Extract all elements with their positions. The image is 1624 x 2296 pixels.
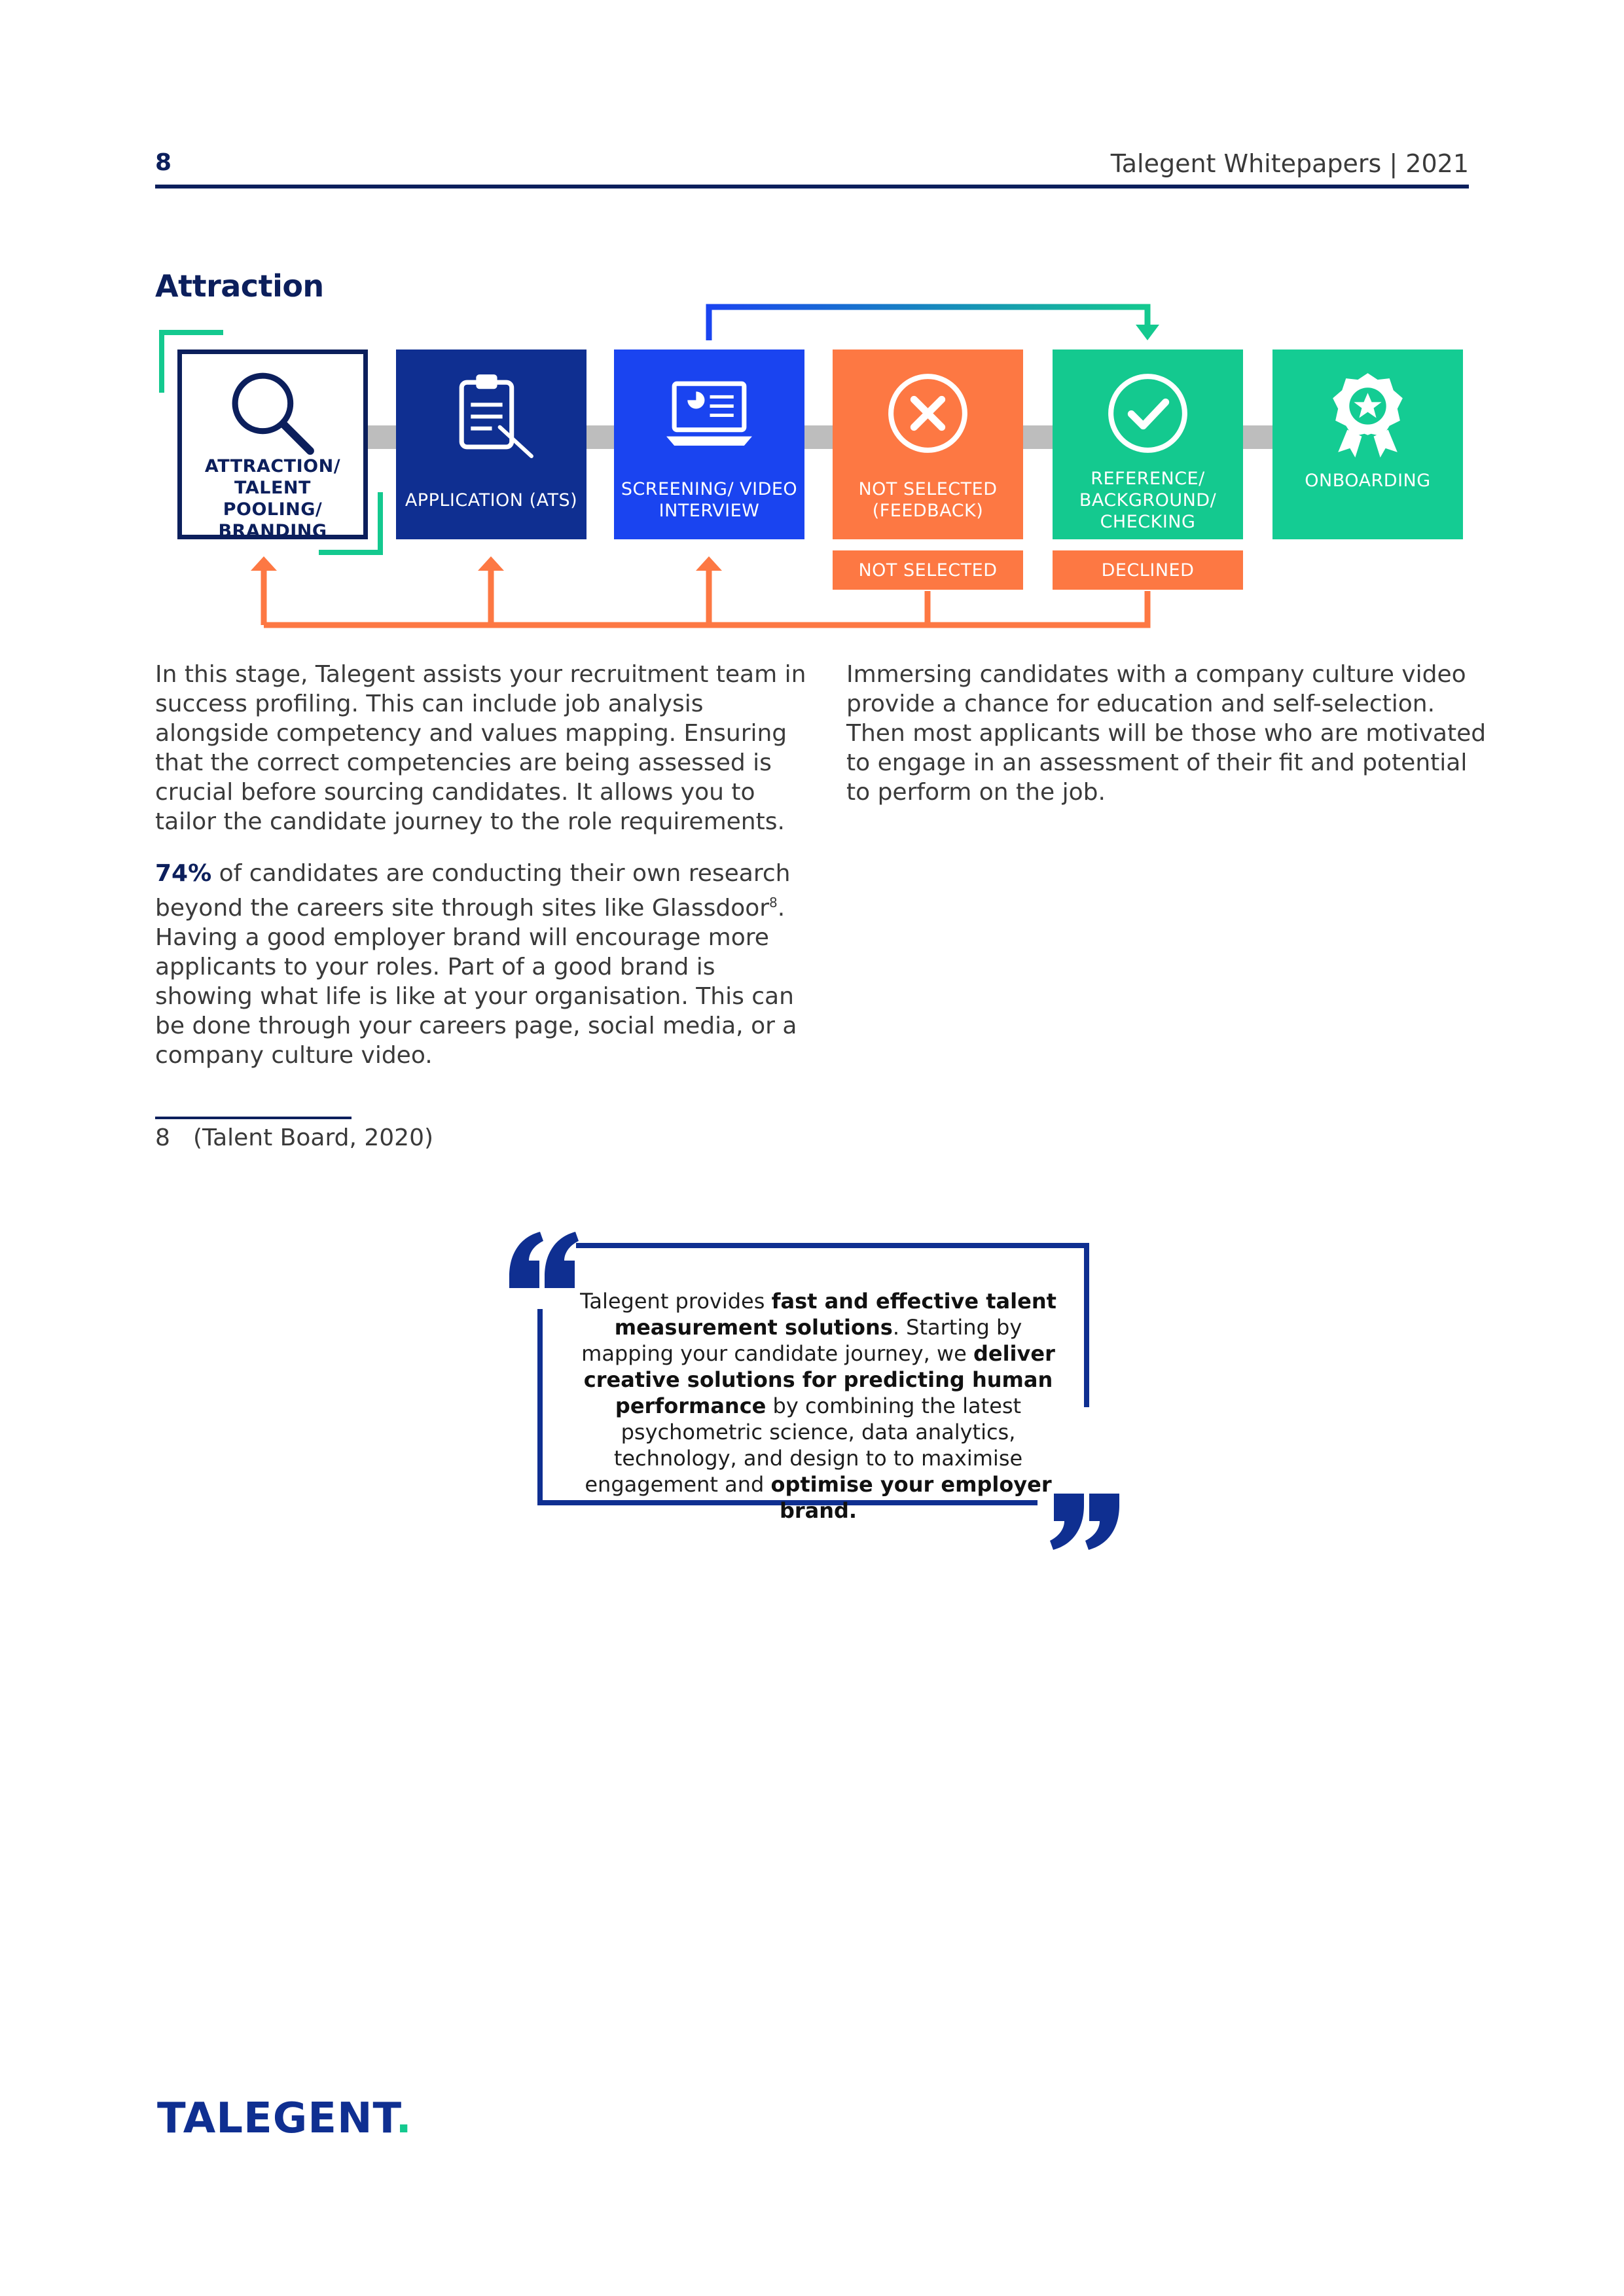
recruitment-flow-diagram (155, 301, 1477, 641)
stage-screening (614, 350, 804, 539)
x-circle-icon (878, 364, 977, 463)
stage-label: SCREENING/ VIDEO INTERVIEW (621, 479, 798, 521)
stage-label: ATTRACTION/ TALENT POOLING/ BRANDING (204, 456, 341, 541)
stage-label: REFERENCE/ BACKGROUND/ CHECKING (1079, 468, 1217, 532)
laptop-icon (660, 364, 759, 463)
footnote-divider (155, 1117, 352, 1119)
stage-not-selected (833, 350, 1023, 539)
paragraph: Immersing candidates with a company culture video provide a chance for education and self-selection. Then most applicants will be those who are motivated to engage in an assessment of their fit and potential to perform on the job. (846, 661, 1487, 806)
feedback-arrowhead-3 (696, 556, 722, 571)
magnifier-icon (223, 364, 322, 463)
header-divider (155, 185, 1469, 188)
paragraph: In this stage, Talegent assists your recruitment team in success profiling. This can include job analysis alongside competency and values mapping. Ensuring that the correct competencies are being assessed is crucial before sourcing candidates. It allows you to tailor the candidate journey to the role requirements. (155, 661, 806, 835)
quote-text: Talegent provides fast and effective talent measurement solutions. Starting by mapping your candidate journey, we deliver creative solutions for predicting human performance by combining the latest psychometric science, data analytics, technology, and design to to maximise engagement and optimise your employer brand. (580, 1289, 1056, 1523)
stat-highlight: 74% (155, 860, 212, 887)
stage-attraction (177, 350, 368, 539)
skip-arrowhead (1136, 325, 1159, 340)
publication-title: Talegent Whitepapers | 2021 (1110, 149, 1469, 178)
paragraph: 74% of candidates are conducting their own research beyond the careers site through sites like Glassdoor$^8$. Having a good employer brand will encourage more applicants to your roles. Part of a good brand is showing what life is like at your organisation. This can be done through your careers page, social media, or a company culture video. (155, 860, 797, 1069)
talegent-logo: TALEGENT. (157, 2094, 412, 2143)
page-number: 8 (155, 149, 172, 176)
body-left-column (155, 660, 810, 1092)
footnote-number: 8 (155, 1124, 170, 1151)
clipboard-icon (442, 364, 541, 463)
stage-label: APPLICATION (ATS) (405, 490, 578, 511)
footnote-text: (Talent Board, 2020) (193, 1124, 434, 1151)
feedback-loop (264, 591, 1147, 625)
stage-application (396, 350, 586, 539)
stage-label: NOT SELECTED (FEEDBACK) (858, 479, 998, 521)
check-circle-icon (1098, 364, 1197, 463)
feedback-arrowhead-2 (478, 556, 504, 571)
open-quote-icon (509, 1232, 579, 1288)
body-right-column (846, 660, 1488, 829)
stage-reference-check (1053, 350, 1243, 539)
skip-arrow (709, 307, 1147, 340)
footnote (155, 1124, 433, 1151)
feedback-arrowhead-1 (251, 556, 277, 571)
sub-label-not-selected: NOT SELECTED (833, 550, 1023, 590)
section-title: Attraction (155, 268, 324, 304)
stage-label: ONBOARDING (1305, 470, 1431, 491)
sub-label-declined: DECLINED (1053, 550, 1243, 590)
stage-onboarding (1272, 350, 1463, 539)
footnote-ref: 8 (769, 895, 778, 910)
